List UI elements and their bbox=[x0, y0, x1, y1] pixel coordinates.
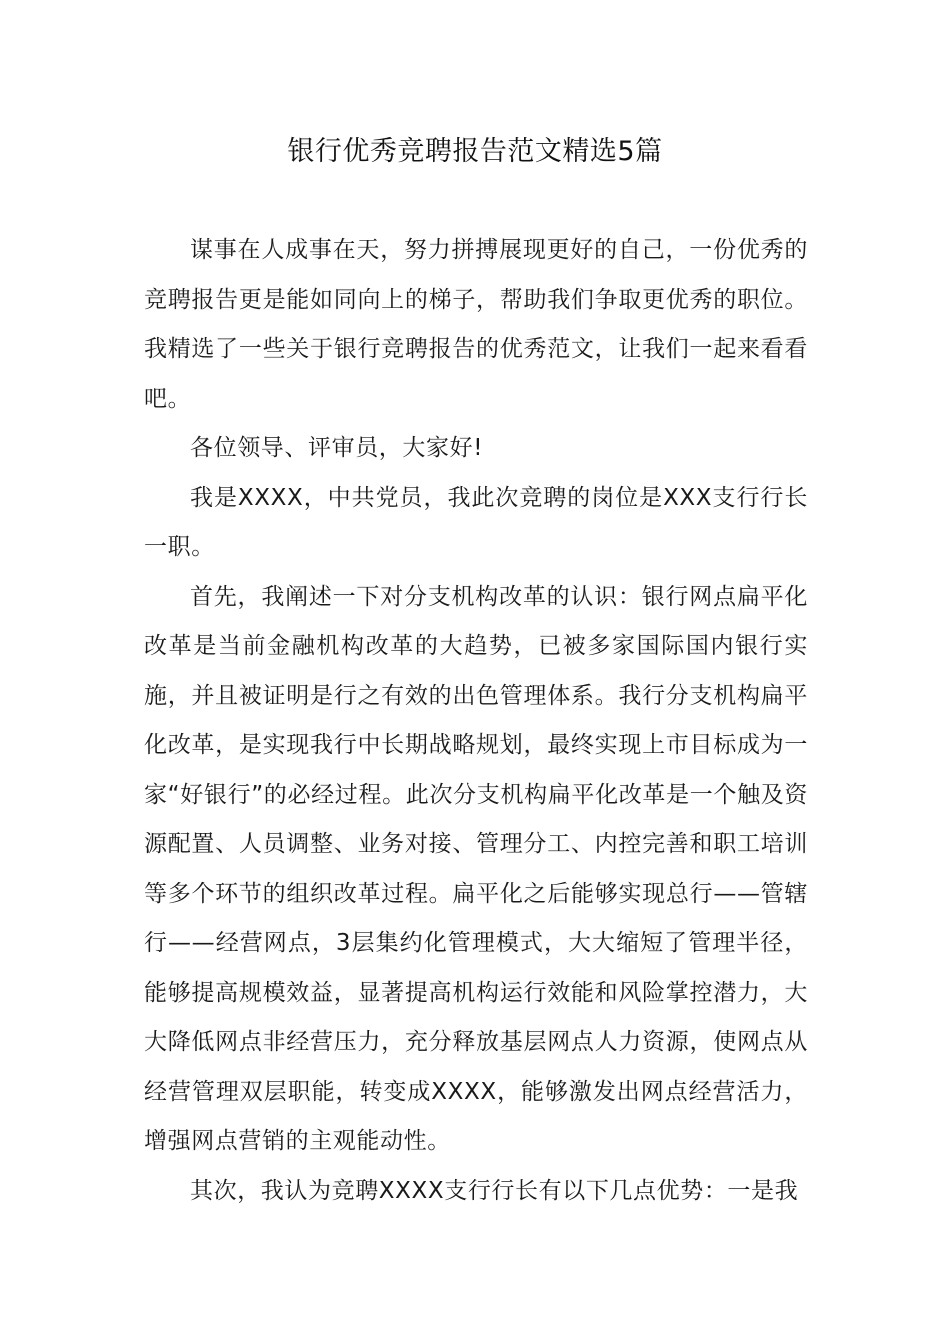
reform-understanding-paragraph: 首先，我阐述一下对分支机构改革的认识：银行网点扁平化改革是当前金融机构改革的大趋势，已被多家国际国内银行实施，并且被证明是行之有效的出色管理体系。我行分支机构扁平化改革，是实现我行中长期战略规划，最终实现上市目标成为一家“好银行”的必经过程。此次分支机构扁平化改革是一个触及资源配置、人员调整、业务对接、管理分工、内控完善和职工培训等多个环节的组织改革过程。扁平化之后能够实现总行——管辖行——经营网点，3层集约化管理模式，大大缩短了管理半径，能够提高规模效益，显著提高机构运行效能和风险掌控潜力，大大降低网点非经营压力，充分释放基层网点人力资源，使网点从经营管理双层职能，转变成XXXX，能够激发出网点经营活力，增强网点营销的主观能动性。 bbox=[144, 583, 808, 1154]
greeting-paragraph: 各位领导、评审员，大家好! bbox=[190, 435, 484, 461]
document-body bbox=[144, 226, 808, 1216]
intro-paragraph: 谋事在人成事在天，努力拼搏展现更好的自己，一份优秀的竞聘报告更是能如同向上的梯子，帮助我们争取更优秀的职位。我精选了一些关于银行竞聘报告的优秀范文，让我们一起来看看吧。 bbox=[144, 237, 808, 412]
self-introduction-paragraph: 我是XXXX，中共党员，我此次竞聘的岗位是XXX支行行长一职。 bbox=[144, 484, 808, 560]
document-title: 银行优秀竞聘报告范文精选5篇 bbox=[287, 136, 663, 167]
advantages-paragraph: 其次，我认为竞聘XXXX支行行长有以下几点优势：一是我 bbox=[190, 1177, 799, 1204]
